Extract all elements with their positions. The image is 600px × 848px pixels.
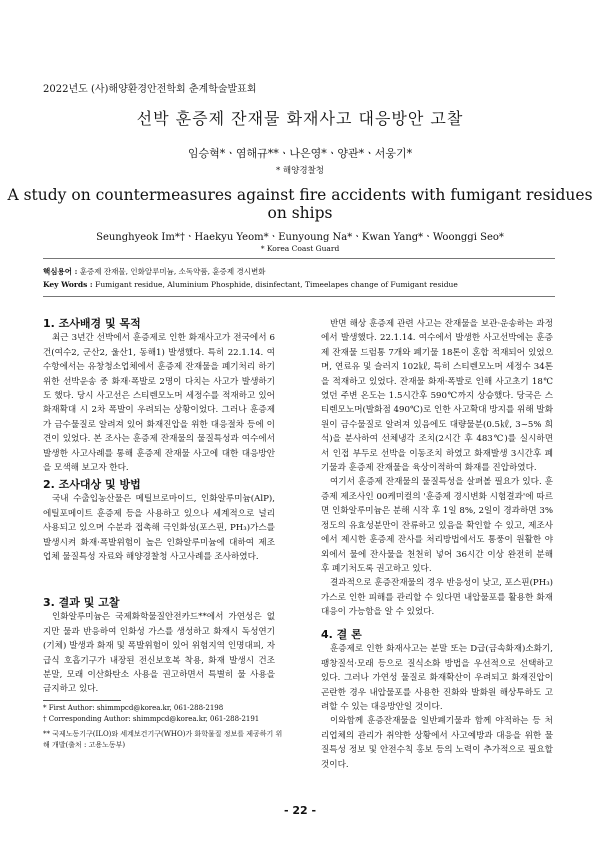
- footnote-rule: [43, 700, 121, 701]
- section-1-heading: 1. 조사배경 및 목적: [43, 317, 141, 330]
- bottom-rule: [43, 296, 555, 297]
- right-paragraph-3: 결과적으로 훈증잔재물의 경우 반응성이 낮고, 포스핀(PH₃) 가스로 인한 피해를 관리할 수 있다면 내압물포를 활용한 화재대응이 가능함을 알 수 있었다.: [321, 578, 553, 618]
- conference-name: 2022년도 (사)해양환경안전학회 춘계학술발표회: [43, 84, 257, 95]
- footnote-corresponding-author: † Corresponding Author: shimmpcd@korea.kr, 061-288-2191: [43, 715, 260, 723]
- section-2-body: 국내 수출입농산물은 메틸브로마이드, 인화알루미늄(AlP), 에틸포메이트 훈증제 등을 사용하고 있으나 세계적으로 널리 사용되고 있으며 수분과 접촉해 극인화성(포스핀, PH₃)가스를 발생시켜 화재·폭발위험이 높은 인화알루미늄에 대하여 제조업체 물질특성 자료와 해양경찰청 사고사례를 조사하였다.: [43, 494, 275, 563]
- right-paragraph-2: 여기서 훈증제 잔재물의 물질특성을 살펴볼 필요가 있다. 훈증제 제조사인 00케미컬의 '훈증제 경시변화 시험결과'에 따르면 인화알루미늄은 분해 시작 후 1일 8%, 2일이 경과하면 3% 정도의 유효성분만이 잔류하고 있음을 확인할 수 있고, 제조사에서 제시한 훈증제 잔사를 처리방법에서도 통풍이 원활한 야외에서 물에 잔사물을 천천히 넣어 36시간 이상 완전히 분해 후 폐기처도록 권고하고 있다.: [321, 477, 553, 574]
- footnote-icsc: ** 국제노동기구(ILO)와 세계보건기구(WHO)가 화학물질 정보를 제공하기 위해 개발(출처 : 고용노동부): [43, 730, 283, 749]
- keywords-korean-label: 핵심용어 :: [43, 267, 78, 276]
- authors-korean: 임승혁*ㆍ염해규**ㆍ나은영*ㆍ양관*ㆍ서웅기*: [187, 147, 413, 160]
- affiliation-korean: * 해양경찰청: [275, 166, 324, 176]
- section-3: [43, 596, 275, 697]
- keywords-english: [43, 280, 458, 289]
- footnotes: [43, 703, 283, 751]
- section-1-body: 최근 3년간 선박에서 훈증제로 인한 화재사고가 전국에서 6건(여수2, 군산2, 울산1, 동해1) 발생했다. 특히 22.1.14. 여수항에서는 유창청소업체에서 훈증제 잔재물을 폐기처리 하기위한 선박운송 중 화재·폭발로 2명이 다치는 사고가 발생하기도 했다. 당시 사고선은 스티렌모노머 세정수를 적재하고 있어 화재확대 시 2차 폭발이 우려되는 상황이었다. 그러나 훈증제가 금수물질로 알려져 있어 화재진압을 위한 대응절차 등에 이견이 있었다. 본 조사는 훈증제 잔재물의 물질특성과 여수에서 발생한 사고사례를 통해 훈증제 잔재물 사고에 대한 대응방안을 모색해 보고자 한다.: [43, 333, 275, 474]
- right-paragraph-1: 반면 해상 훈증제 관련 사고는 잔재물을 보관·운송하는 과정에서 발생했다. 22.1.14. 여수에서 발생한 사고선박에는 훈증제 잔재물 드럼통 7개와 폐기물 18톤이 혼합 적재되어 있었으며, 연료유 및 슬러지 102㎘, 특히 스티렌모노머 세정수 34톤을 적재하고 있었다. 잔재물 화재·폭발로 인해 사고초기 18℃였던 주변 온도는 1.5시간후 590℃까지 상승했다. 당국은 스티렌모노머(발화점 490℃)로 인한 사고확대 방지를 위해 발화원이 금수물질로 알려져 있음에도 대량물분(0.5㎘, 3~5% 희석)을 분사하여 선체냉각 조치(2시간 후 483℃)를 실시하면서 인접 부두로 선박을 이동조치 하였고 화재발생 3시간후 폐기물과 훈증제 잔재물을 육상이적하여 화재를 진압하였다.: [321, 319, 553, 474]
- section-1: [43, 317, 275, 475]
- footnote-first-author: * First Author: shimmpcd@korea.kr, 061-288-2198: [43, 704, 224, 712]
- section-2-heading: 2. 조사대상 및 방법: [43, 478, 141, 491]
- section-2: [43, 478, 275, 564]
- section-4-body: 훈증제로 인한 화재사고는 분말 또는 D급(금속화재)소화기, 팽창질석·모래 등으로 질식소화 방법을 우선적으로 선택하고 있다. 그러나 가연성 물질로 화재확산이 우려되고 화재진압이 곤란한 경우 내압물포를 사용한 진화와 발화원 해상투하도 고려할 수 있는 대응방안일 것이다.: [321, 644, 553, 713]
- keywords-english-label: Key Words :: [43, 280, 93, 289]
- keywords-korean: [43, 266, 265, 277]
- page-number: - 22 -: [283, 804, 317, 817]
- section-3-heading: 3. 결과 및 고찰: [43, 596, 120, 609]
- title-korean: 선박 훈증제 잔재물 화재사고 대응방안 고찰: [136, 109, 464, 128]
- keywords-korean-text: 훈증제 잔재물, 인화알루미늄, 소독약품, 훈증제 경시변화: [79, 267, 266, 276]
- affiliation-english: * Korea Coast Guard: [260, 244, 340, 253]
- authors-english: Seunghyeok Im*†ㆍHaekyu Yeom*ㆍEunyoung Na*ㆍKwan Yang*ㆍWoonggi Seo*: [96, 232, 504, 243]
- section-3-body: 인화알루미늄은 국제화학물질안전카드**에서 가연성은 없지만 물과 반응하여 인화성 가스를 생성하고 화재시 독성연기(기체) 발생과 화재 및 폭발위험이 있어 위험지역 인명대피, 자급식 호흡기구가 내장된 전신보호복 착용, 화재 발생시 건조 분말, 모래 이산화탄소 사용을 권고하면서 특별히 물 사용을 금지하고 있다.: [43, 612, 275, 695]
- title-english: A study on countermeasures against fire accidents with fumigant residues on ships: [7, 186, 593, 222]
- section-4: [321, 628, 553, 772]
- top-rule: [43, 258, 555, 259]
- section-4-heading: 4. 결 론: [321, 628, 362, 641]
- right-column: [321, 317, 553, 620]
- section-4-body-2: 이와함께 훈증잔재물을 일반폐기물과 함께 야적하는 등 처리업체의 관리가 취약한 상황에서 사고예방과 대응을 위한 물질특성 정보 및 안전수칙 홍보 등의 노력이 추가적으로 필요할 것이다.: [321, 716, 553, 770]
- keywords-english-text: Fumigant residue, Aluminium Phosphide, disinfectant, Timeelapes change of Fumigant residue: [95, 280, 458, 289]
